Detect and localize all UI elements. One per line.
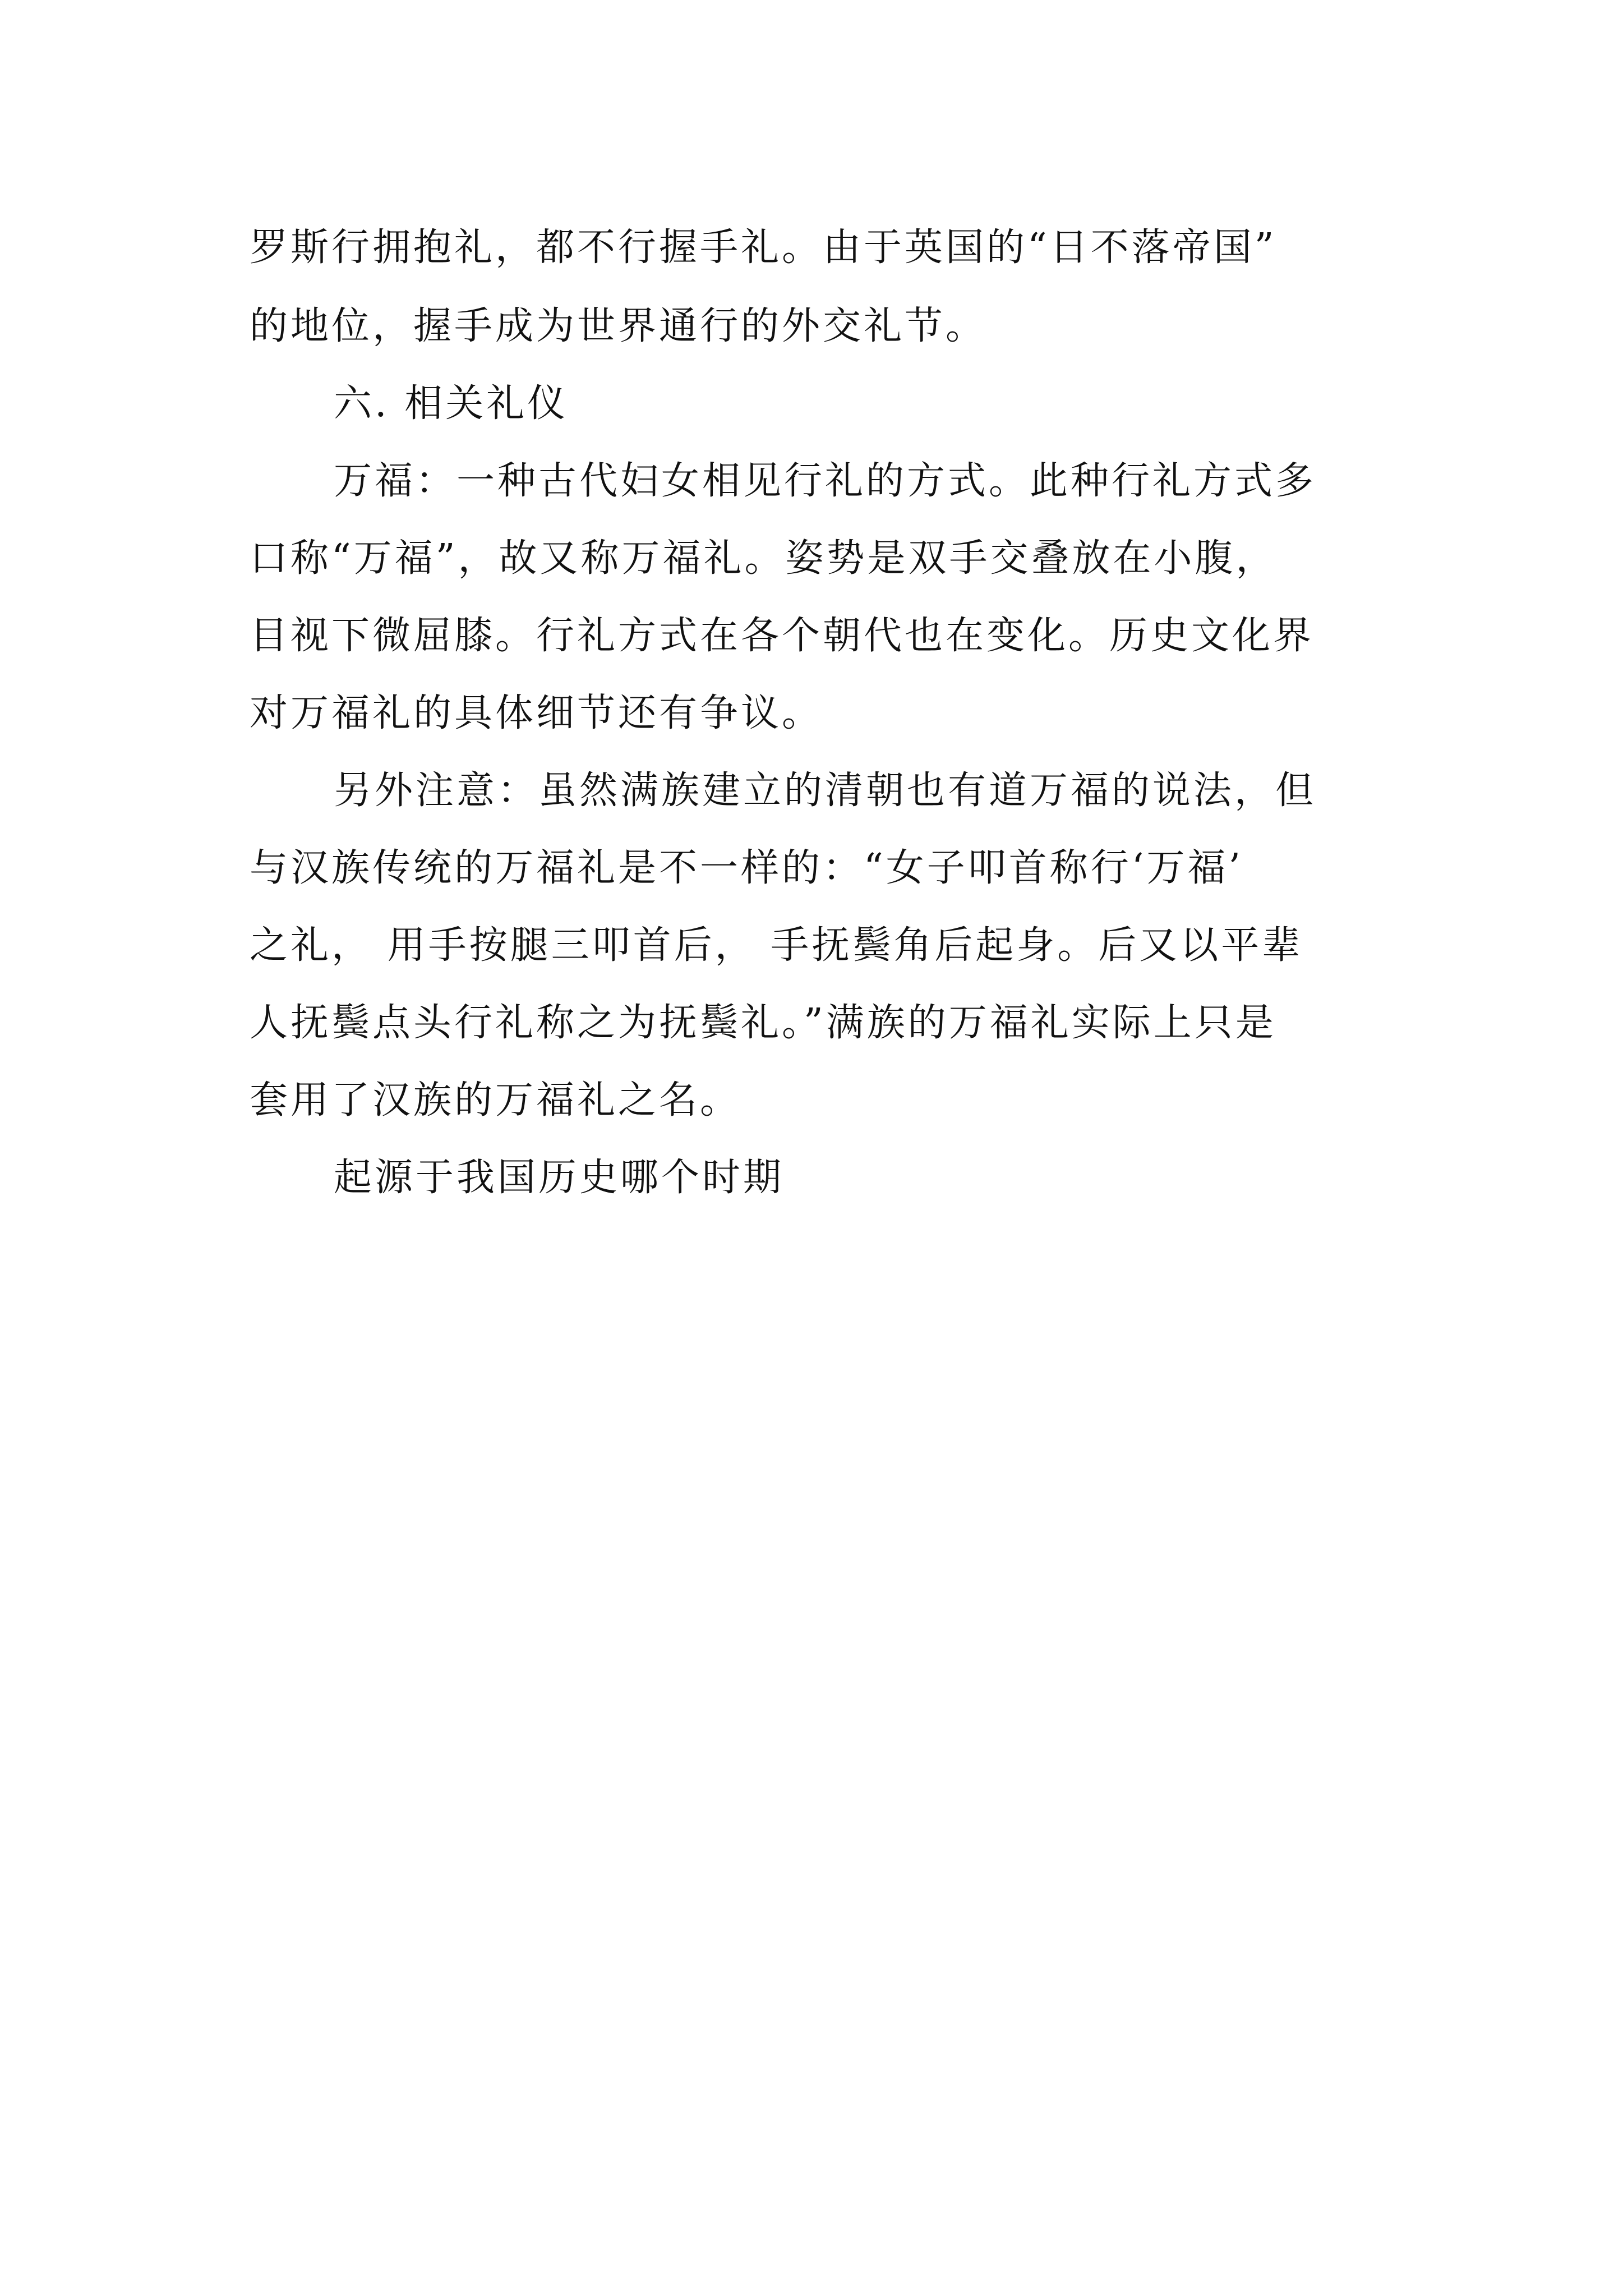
paragraph-line — [0, 608, 1623, 664]
line-text: 对万福礼的具体细节还有争议。 — [250, 691, 823, 735]
line-text: 目视下微屈膝。行礼方式在各个朝代也在变化。历史文化界 — [250, 614, 1315, 658]
line-text: 口称“万福”，故又称万福礼。姿势是双手交叠放在小腹， — [250, 536, 1277, 581]
line-text: 套用了汉族的万福礼之名。 — [250, 1078, 741, 1122]
section-heading — [0, 376, 1623, 432]
paragraph-line — [0, 763, 1623, 819]
line-text: 的地位，握手成为世界通行的外交礼节。 — [250, 304, 987, 348]
line-text: 万福：一种古代妇女相见行礼的方式。此种行礼方式多 — [334, 459, 1317, 503]
line-text: 与汉族传统的万福礼是不一样的：“女子叩首称行‘万福’ — [250, 846, 1243, 890]
paragraph-line — [0, 298, 1623, 355]
paragraph-line — [0, 918, 1623, 974]
paragraph-line — [0, 531, 1623, 587]
paragraph-line — [0, 1150, 1623, 1206]
paragraph-line — [0, 1073, 1623, 1129]
line-text: 罗斯行拥抱礼，都不行握手礼。由于英国的“日不落帝国” — [250, 226, 1277, 270]
line-text: 起源于我国历史哪个时期 — [334, 1156, 785, 1200]
line-text: 另外注意：虽然满族建立的清朝也有道万福的说法，但 — [334, 769, 1317, 813]
paragraph-line — [0, 685, 1623, 742]
paragraph-line — [0, 220, 1623, 276]
line-text: 人抚鬓点头行礼称之为抚鬓礼。”满族的万福礼实际上只是 — [250, 1001, 1276, 1045]
paragraph-line — [0, 453, 1623, 509]
paragraph-line — [0, 995, 1623, 1051]
line-text: 之礼， 用手按腿三叩首后， 手抚鬓角后起身。后又以平辈 — [250, 923, 1303, 968]
paragraph-line — [0, 840, 1623, 896]
heading-text: 六. 相关礼仪 — [334, 381, 569, 426]
